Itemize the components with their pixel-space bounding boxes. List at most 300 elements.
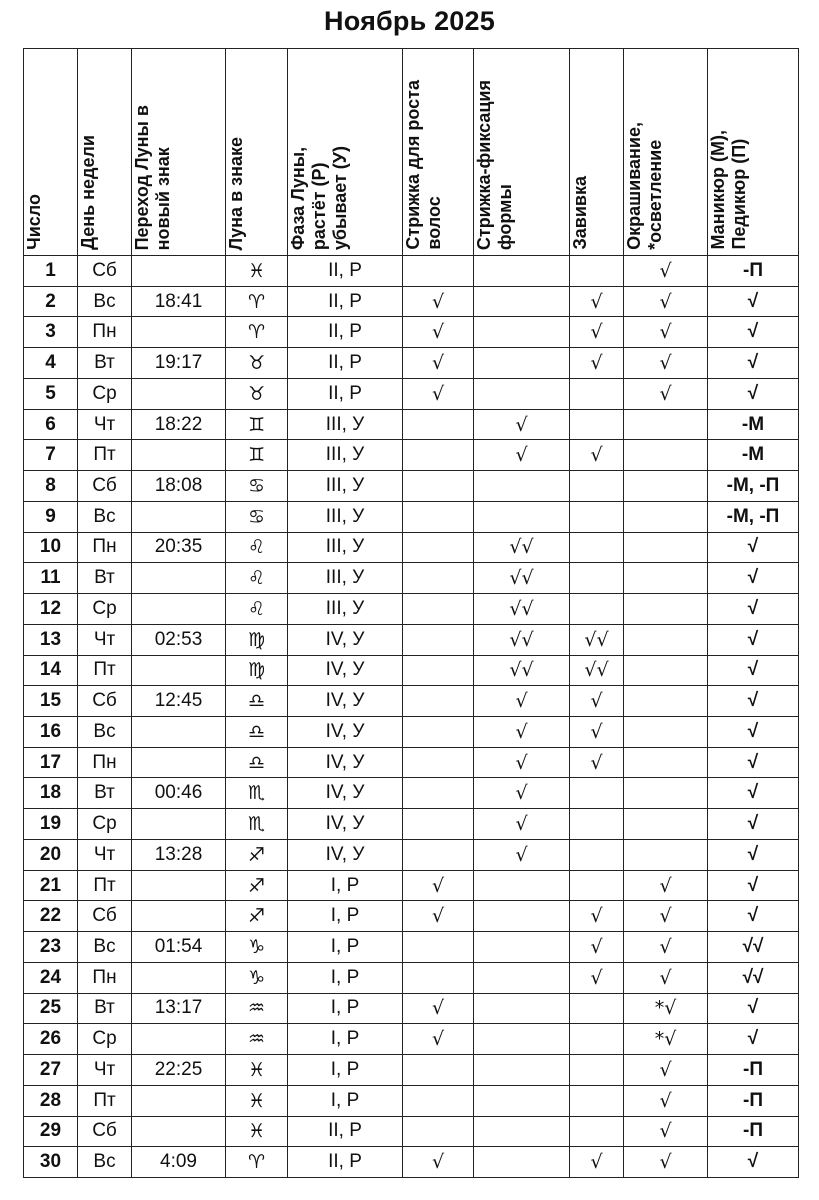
coloring-mark: √ (624, 378, 708, 409)
transition-time (132, 809, 226, 840)
fixation-haircut-mark (474, 1116, 570, 1147)
zodiac-sign-icon: ♋ (226, 501, 288, 532)
table-row (24, 1147, 799, 1178)
table-row (24, 1024, 799, 1055)
perm-mark: √ (570, 286, 624, 317)
date-number: 24 (24, 962, 78, 993)
date-number: 22 (24, 901, 78, 932)
perm-mark (570, 378, 624, 409)
transition-time: 00:46 (132, 778, 226, 809)
header-transition (132, 49, 226, 256)
zodiac-sign-icon: ♉ (226, 348, 288, 379)
manicure-mark: √ (708, 532, 799, 563)
date-number: 27 (24, 1055, 78, 1086)
weekday: Пт (78, 655, 132, 686)
coloring-mark (624, 809, 708, 840)
moon-phase: III, У (288, 409, 403, 440)
table-row (24, 686, 799, 717)
manicure-mark: √ (708, 1147, 799, 1178)
date-number: 7 (24, 440, 78, 471)
moon-phase: IV, У (288, 747, 403, 778)
manicure-mark: √ (708, 778, 799, 809)
perm-mark (570, 409, 624, 440)
moon-phase: I, Р (288, 870, 403, 901)
weekday: Пн (78, 747, 132, 778)
growth-haircut-mark (403, 532, 474, 563)
coloring-mark (624, 471, 708, 502)
manicure-mark: √ (708, 809, 799, 840)
transition-time (132, 440, 226, 471)
growth-haircut-mark (403, 686, 474, 717)
fixation-haircut-mark: √ (474, 409, 570, 440)
transition-time (132, 501, 226, 532)
manicure-mark: -П (708, 256, 799, 287)
date-number: 16 (24, 717, 78, 748)
zodiac-sign-icon: ♌ (226, 594, 288, 625)
coloring-mark (624, 655, 708, 686)
weekday: Чт (78, 1055, 132, 1086)
growth-haircut-mark: √ (403, 993, 474, 1024)
moon-phase: III, У (288, 471, 403, 502)
date-number: 20 (24, 839, 78, 870)
transition-time (132, 1024, 226, 1055)
date-number: 21 (24, 870, 78, 901)
table-row (24, 655, 799, 686)
date-number: 12 (24, 594, 78, 625)
coloring-mark: √ (624, 256, 708, 287)
header-coloring-label: Окрашивание, *осветление (624, 122, 665, 250)
fixation-haircut-mark (474, 256, 570, 287)
table-row (24, 348, 799, 379)
coloring-mark (624, 778, 708, 809)
manicure-mark: √ (708, 839, 799, 870)
fixation-haircut-mark: √√ (474, 532, 570, 563)
manicure-mark: -П (708, 1116, 799, 1147)
date-number: 2 (24, 286, 78, 317)
zodiac-sign-icon: ♐ (226, 901, 288, 932)
moon-phase: III, У (288, 532, 403, 563)
table-row (24, 317, 799, 348)
manicure-mark: √ (708, 317, 799, 348)
transition-time (132, 655, 226, 686)
transition-time: 18:22 (132, 409, 226, 440)
coloring-mark: √ (624, 1055, 708, 1086)
table-row (24, 624, 799, 655)
transition-time: 18:08 (132, 471, 226, 502)
fixation-haircut-mark: √ (474, 809, 570, 840)
perm-mark (570, 1024, 624, 1055)
zodiac-sign-icon: ♓ (226, 1085, 288, 1116)
transition-time: 22:25 (132, 1055, 226, 1086)
transition-time: 12:45 (132, 686, 226, 717)
transition-time (132, 317, 226, 348)
weekday: Вт (78, 778, 132, 809)
table-row (24, 1085, 799, 1116)
weekday: Ср (78, 1024, 132, 1055)
manicure-mark: √ (708, 563, 799, 594)
header-fixation-haircut-label: Стрижка-фиксация формы (474, 79, 515, 250)
fixation-haircut-mark (474, 901, 570, 932)
weekday: Сб (78, 686, 132, 717)
perm-mark (570, 809, 624, 840)
transition-time: 13:17 (132, 993, 226, 1024)
transition-time (132, 747, 226, 778)
coloring-mark: √ (624, 962, 708, 993)
table-row (24, 901, 799, 932)
date-number: 15 (24, 686, 78, 717)
growth-haircut-mark (403, 809, 474, 840)
date-number: 25 (24, 993, 78, 1024)
date-number: 5 (24, 378, 78, 409)
date-number: 8 (24, 471, 78, 502)
growth-haircut-mark: √ (403, 348, 474, 379)
coloring-mark: √ (624, 1085, 708, 1116)
date-number: 26 (24, 1024, 78, 1055)
table-row (24, 993, 799, 1024)
manicure-mark: √ (708, 1024, 799, 1055)
manicure-mark: √ (708, 901, 799, 932)
fixation-haircut-mark (474, 286, 570, 317)
table-row (24, 1055, 799, 1086)
moon-phase: III, У (288, 563, 403, 594)
fixation-haircut-mark: √ (474, 839, 570, 870)
header-weekday-label: День недели (78, 135, 98, 250)
coloring-mark (624, 532, 708, 563)
date-number: 3 (24, 317, 78, 348)
weekday: Чт (78, 839, 132, 870)
growth-haircut-mark (403, 1085, 474, 1116)
table-row (24, 870, 799, 901)
growth-haircut-mark (403, 655, 474, 686)
transition-time: 4:09 (132, 1147, 226, 1178)
fixation-haircut-mark (474, 932, 570, 963)
perm-mark: √ (570, 317, 624, 348)
growth-haircut-mark: √ (403, 317, 474, 348)
weekday: Вт (78, 993, 132, 1024)
manicure-mark: -М, -П (708, 501, 799, 532)
growth-haircut-mark (403, 1116, 474, 1147)
zodiac-sign-icon: ♏ (226, 778, 288, 809)
moon-phase: II, Р (288, 1116, 403, 1147)
date-number: 17 (24, 747, 78, 778)
zodiac-sign-icon: ♑ (226, 932, 288, 963)
coloring-mark: *√ (624, 993, 708, 1024)
zodiac-sign-icon: ♎ (226, 686, 288, 717)
coloring-mark: √ (624, 348, 708, 379)
moon-phase: IV, У (288, 839, 403, 870)
table-row (24, 532, 799, 563)
coloring-mark (624, 594, 708, 625)
manicure-mark: √ (708, 286, 799, 317)
transition-time (132, 870, 226, 901)
moon-phase: IV, У (288, 809, 403, 840)
growth-haircut-mark (403, 624, 474, 655)
transition-time (132, 901, 226, 932)
header-number (24, 49, 78, 256)
perm-mark: √ (570, 348, 624, 379)
moon-phase: III, У (288, 594, 403, 625)
fixation-haircut-mark (474, 378, 570, 409)
weekday: Чт (78, 624, 132, 655)
weekday: Пн (78, 962, 132, 993)
fixation-haircut-mark (474, 501, 570, 532)
lunar-calendar-table (23, 48, 799, 1178)
moon-phase: I, Р (288, 901, 403, 932)
moon-phase: II, Р (288, 286, 403, 317)
moon-phase: IV, У (288, 778, 403, 809)
zodiac-sign-icon: ♋ (226, 471, 288, 502)
zodiac-sign-icon: ♒ (226, 993, 288, 1024)
zodiac-sign-icon: ♊ (226, 409, 288, 440)
fixation-haircut-mark (474, 348, 570, 379)
weekday: Вт (78, 563, 132, 594)
header-phase-label: Фаза Луны, растёт (Р) убывает (У) (288, 145, 350, 250)
perm-mark: √ (570, 962, 624, 993)
coloring-mark: √ (624, 870, 708, 901)
transition-time: 02:53 (132, 624, 226, 655)
zodiac-sign-icon: ♒ (226, 1024, 288, 1055)
growth-haircut-mark (403, 778, 474, 809)
transition-time (132, 378, 226, 409)
table-row (24, 471, 799, 502)
header-row (24, 49, 799, 256)
coloring-mark: √ (624, 1147, 708, 1178)
table-row (24, 809, 799, 840)
zodiac-sign-icon: ♐ (226, 839, 288, 870)
fixation-haircut-mark: √ (474, 747, 570, 778)
perm-mark (570, 256, 624, 287)
weekday: Вс (78, 501, 132, 532)
moon-phase: III, У (288, 440, 403, 471)
zodiac-sign-icon: ♓ (226, 256, 288, 287)
fixation-haircut-mark: √ (474, 717, 570, 748)
growth-haircut-mark (403, 594, 474, 625)
date-number: 23 (24, 932, 78, 963)
date-number: 29 (24, 1116, 78, 1147)
growth-haircut-mark (403, 409, 474, 440)
page-title: Ноябрь 2025 (324, 6, 495, 36)
manicure-mark: √ (708, 594, 799, 625)
table-row (24, 962, 799, 993)
zodiac-sign-icon: ♉ (226, 378, 288, 409)
date-number: 13 (24, 624, 78, 655)
zodiac-sign-icon: ♓ (226, 1055, 288, 1086)
header-growth-haircut-label: Стрижка для роста волос (403, 80, 444, 250)
moon-phase: I, Р (288, 1055, 403, 1086)
weekday: Вс (78, 717, 132, 748)
moon-phase: I, Р (288, 932, 403, 963)
perm-mark: √ (570, 747, 624, 778)
header-transition-label: Переход Луны в новый знак (132, 104, 173, 250)
table-row (24, 378, 799, 409)
moon-phase: I, Р (288, 1085, 403, 1116)
moon-phase: II, Р (288, 1147, 403, 1178)
fixation-haircut-mark: √ (474, 440, 570, 471)
header-perm (570, 49, 624, 256)
header-number-label: Число (24, 194, 44, 250)
weekday: Чт (78, 409, 132, 440)
table-row (24, 932, 799, 963)
manicure-mark: √ (708, 624, 799, 655)
fixation-haircut-mark (474, 1024, 570, 1055)
transition-time (132, 717, 226, 748)
moon-phase: II, Р (288, 317, 403, 348)
weekday: Пн (78, 532, 132, 563)
moon-phase: I, Р (288, 962, 403, 993)
fixation-haircut-mark (474, 1055, 570, 1086)
growth-haircut-mark (403, 471, 474, 502)
coloring-mark (624, 747, 708, 778)
coloring-mark (624, 440, 708, 471)
moon-phase: IV, У (288, 717, 403, 748)
perm-mark (570, 993, 624, 1024)
transition-time: 19:17 (132, 348, 226, 379)
moon-phase: IV, У (288, 655, 403, 686)
date-number: 10 (24, 532, 78, 563)
table-row (24, 440, 799, 471)
table-row (24, 286, 799, 317)
date-number: 9 (24, 501, 78, 532)
fixation-haircut-mark (474, 870, 570, 901)
growth-haircut-mark: √ (403, 378, 474, 409)
weekday: Вт (78, 348, 132, 379)
perm-mark: √ (570, 717, 624, 748)
growth-haircut-mark (403, 962, 474, 993)
perm-mark: √ (570, 686, 624, 717)
fixation-haircut-mark (474, 962, 570, 993)
weekday: Пн (78, 317, 132, 348)
transition-time: 18:41 (132, 286, 226, 317)
fixation-haircut-mark: √ (474, 686, 570, 717)
weekday: Ср (78, 594, 132, 625)
weekday: Ср (78, 378, 132, 409)
fixation-haircut-mark (474, 471, 570, 502)
manicure-mark: -П (708, 1085, 799, 1116)
coloring-mark: √ (624, 286, 708, 317)
header-manicure (708, 49, 799, 256)
weekday: Вс (78, 932, 132, 963)
growth-haircut-mark: √ (403, 1024, 474, 1055)
zodiac-sign-icon: ♓ (226, 1116, 288, 1147)
table-row (24, 256, 799, 287)
moon-phase: IV, У (288, 686, 403, 717)
table-row (24, 1116, 799, 1147)
header-coloring (624, 49, 708, 256)
moon-phase: III, У (288, 501, 403, 532)
perm-mark: √√ (570, 655, 624, 686)
fixation-haircut-mark (474, 993, 570, 1024)
growth-haircut-mark (403, 440, 474, 471)
manicure-mark: √ (708, 348, 799, 379)
transition-time (132, 1116, 226, 1147)
perm-mark (570, 471, 624, 502)
fixation-haircut-mark: √√ (474, 594, 570, 625)
transition-time (132, 962, 226, 993)
moon-phase: II, Р (288, 348, 403, 379)
table-row (24, 563, 799, 594)
weekday: Вс (78, 1147, 132, 1178)
zodiac-sign-icon: ♎ (226, 747, 288, 778)
perm-mark: √√ (570, 624, 624, 655)
coloring-mark (624, 839, 708, 870)
coloring-mark: √ (624, 932, 708, 963)
growth-haircut-mark: √ (403, 901, 474, 932)
coloring-mark (624, 409, 708, 440)
zodiac-sign-icon: ♐ (226, 870, 288, 901)
header-perm-label: Завивка (570, 176, 590, 250)
fixation-haircut-mark (474, 317, 570, 348)
growth-haircut-mark (403, 256, 474, 287)
zodiac-sign-icon: ♏ (226, 809, 288, 840)
perm-mark: √ (570, 901, 624, 932)
perm-mark (570, 563, 624, 594)
manicure-mark: √√ (708, 932, 799, 963)
coloring-mark (624, 501, 708, 532)
moon-phase: I, Р (288, 1024, 403, 1055)
date-number: 1 (24, 256, 78, 287)
table-body (24, 256, 799, 1178)
growth-haircut-mark (403, 501, 474, 532)
zodiac-sign-icon: ♍ (226, 655, 288, 686)
table-row (24, 839, 799, 870)
manicure-mark: -М (708, 440, 799, 471)
date-number: 11 (24, 563, 78, 594)
perm-mark (570, 778, 624, 809)
weekday: Ср (78, 809, 132, 840)
growth-haircut-mark (403, 839, 474, 870)
zodiac-sign-icon: ♈ (226, 286, 288, 317)
perm-mark: √ (570, 932, 624, 963)
coloring-mark: √ (624, 1116, 708, 1147)
zodiac-sign-icon: ♍ (226, 624, 288, 655)
weekday: Вс (78, 286, 132, 317)
date-number: 14 (24, 655, 78, 686)
table-row (24, 747, 799, 778)
date-number: 19 (24, 809, 78, 840)
coloring-mark (624, 563, 708, 594)
transition-time (132, 1085, 226, 1116)
manicure-mark: √√ (708, 962, 799, 993)
zodiac-sign-icon: ♊ (226, 440, 288, 471)
growth-haircut-mark: √ (403, 870, 474, 901)
perm-mark (570, 594, 624, 625)
transition-time: 13:28 (132, 839, 226, 870)
perm-mark: √ (570, 1147, 624, 1178)
perm-mark (570, 1116, 624, 1147)
header-fixation-haircut (474, 49, 570, 256)
moon-phase: IV, У (288, 624, 403, 655)
perm-mark (570, 1085, 624, 1116)
fixation-haircut-mark (474, 1147, 570, 1178)
weekday: Пт (78, 440, 132, 471)
fixation-haircut-mark: √√ (474, 624, 570, 655)
coloring-mark: *√ (624, 1024, 708, 1055)
growth-haircut-mark (403, 932, 474, 963)
zodiac-sign-icon: ♌ (226, 532, 288, 563)
table-row (24, 501, 799, 532)
date-number: 6 (24, 409, 78, 440)
growth-haircut-mark (403, 747, 474, 778)
transition-time (132, 563, 226, 594)
fixation-haircut-mark: √ (474, 778, 570, 809)
perm-mark (570, 1055, 624, 1086)
date-number: 18 (24, 778, 78, 809)
header-weekday (78, 49, 132, 256)
manicure-mark: √ (708, 717, 799, 748)
weekday: Пт (78, 1085, 132, 1116)
header-manicure-label: Маникюр (М), Педикюр (П) (708, 130, 749, 250)
manicure-mark: -М (708, 409, 799, 440)
